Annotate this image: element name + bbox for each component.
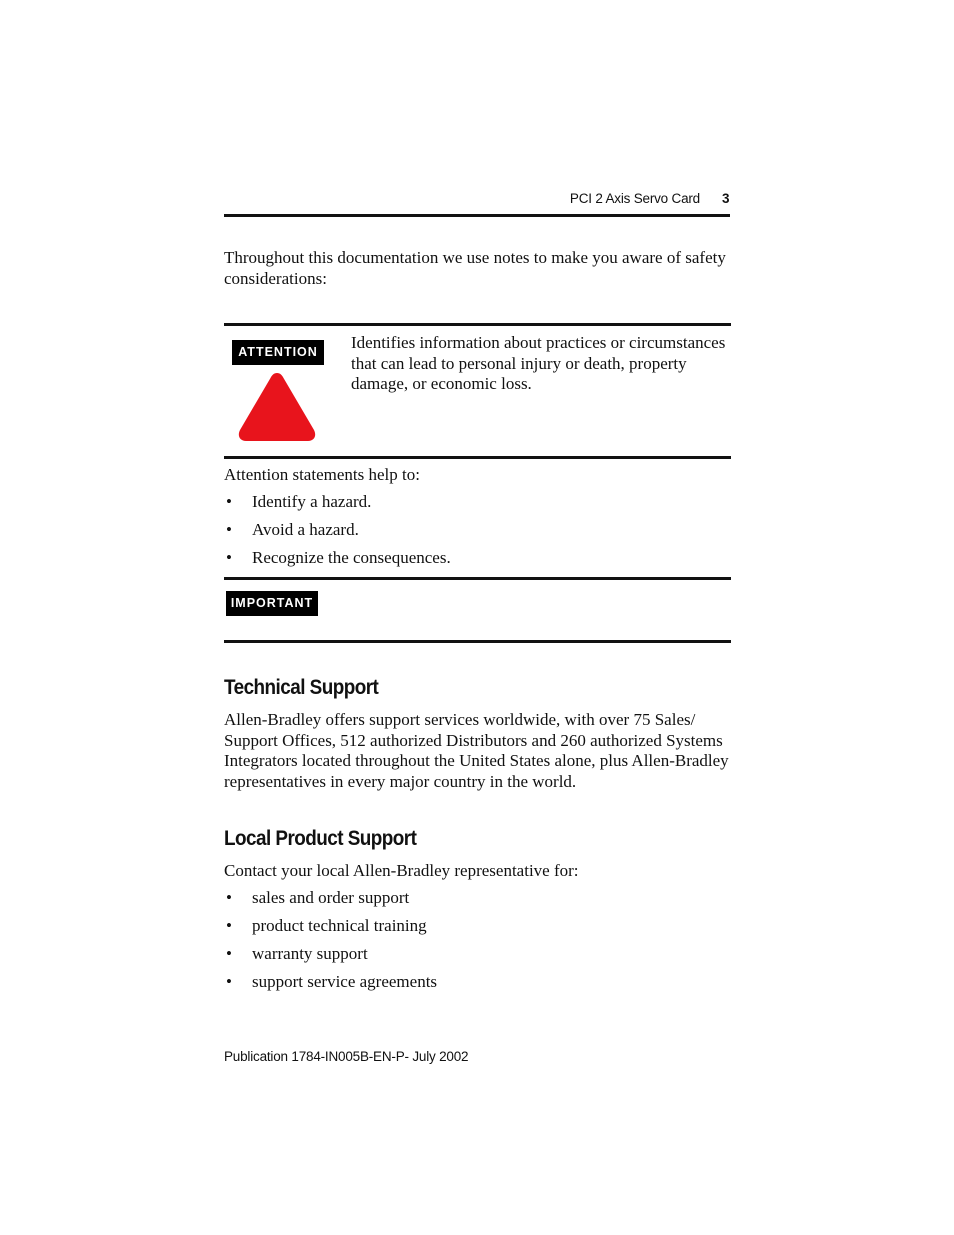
attention-bottom-rule [224,456,731,459]
important-badge: IMPORTANT [226,591,318,616]
bullet-icon: • [226,520,232,539]
warning-triangle-shape [239,373,315,441]
important-top-rule [224,577,731,580]
attention-helps-intro: Attention statements help to: [224,465,420,484]
bullet-icon: • [226,972,232,991]
publication-footer: Publication 1784-IN005B-EN-P- July 2002 [224,1049,469,1064]
running-header-title: PCI 2 Axis Servo Card [569,191,700,206]
attention-description: Identifies information about practices or circumstances that can lead to personal injury or death, property damage, or economic loss. [351,333,726,393]
bullet-icon: • [226,888,232,907]
warning-triangle-icon [237,370,317,446]
bullet-icon: • [226,492,232,511]
important-bottom-rule [224,640,731,643]
attention-top-rule [224,323,731,326]
page-number: 3 [722,191,730,206]
bullet-icon: • [226,916,232,935]
header-rule [224,214,730,217]
technical-support-body: Allen-Bradley offers support services worldwide, with over 75 Sales/ Support Offices, 512 authorized Distributors and 260 authorized Systems Integrators located throughout the United States alone, plus Allen-Bradley representatives in every major country in the world. [224,710,729,791]
local-product-support-heading: Local Product Support [224,827,417,850]
bullet-icon: • [226,548,232,567]
intro-paragraph: Throughout this documentation we use notes to make you aware of safety considerations: [224,248,726,288]
technical-support-heading: Technical Support [224,676,379,699]
attention-badge: ATTENTION [232,340,324,365]
bullet-icon: • [226,944,232,963]
local-support-intro: Contact your local Allen-Bradley representative for: [224,861,579,880]
